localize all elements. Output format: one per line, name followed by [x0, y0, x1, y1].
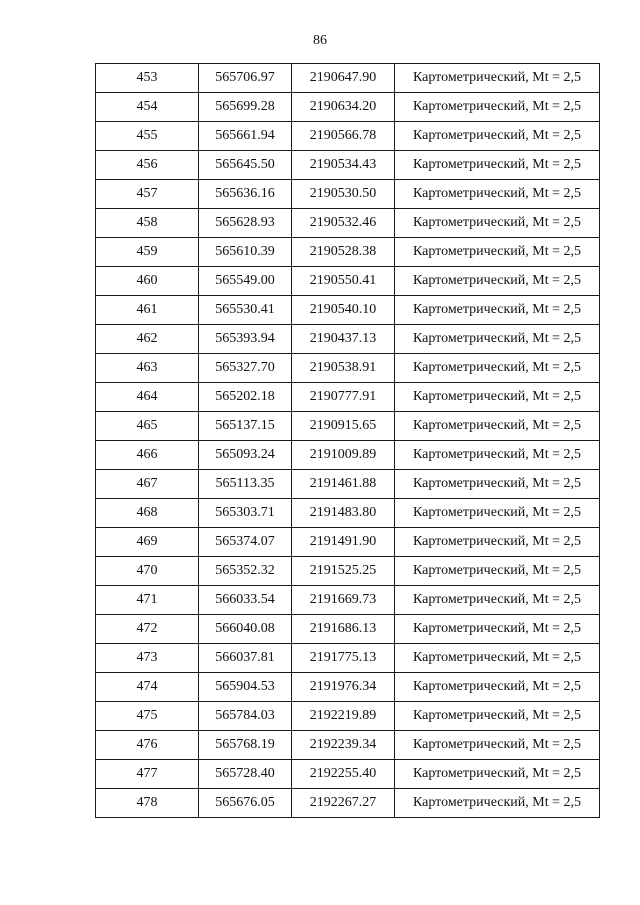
table-row: [96, 267, 600, 296]
method-cell: Картометрический, Mt = 2,5: [395, 238, 600, 267]
point-number-cell: 476: [96, 731, 199, 760]
table-row: [96, 354, 600, 383]
table-row: [96, 180, 600, 209]
y-coordinate-cell: 2190777.91: [292, 383, 395, 412]
table-row: [96, 528, 600, 557]
point-number-cell: 460: [96, 267, 199, 296]
table-row: [96, 644, 600, 673]
x-coordinate-cell: 565393.94: [199, 325, 292, 354]
coordinates-table-body: [96, 64, 600, 818]
table-row: [96, 702, 600, 731]
point-number-cell: 477: [96, 760, 199, 789]
x-coordinate-cell: 565374.07: [199, 528, 292, 557]
x-coordinate-cell: 566040.08: [199, 615, 292, 644]
coordinates-table: [95, 63, 600, 818]
y-coordinate-cell: 2190540.10: [292, 296, 395, 325]
y-coordinate-cell: 2190538.91: [292, 354, 395, 383]
method-cell: Картометрический, Mt = 2,5: [395, 296, 600, 325]
table-row: [96, 296, 600, 325]
x-coordinate-cell: 565549.00: [199, 267, 292, 296]
method-cell: Картометрический, Mt = 2,5: [395, 702, 600, 731]
table-row: [96, 470, 600, 499]
method-cell: Картометрический, Mt = 2,5: [395, 760, 600, 789]
table-row: [96, 441, 600, 470]
y-coordinate-cell: 2192219.89: [292, 702, 395, 731]
x-coordinate-cell: 565093.24: [199, 441, 292, 470]
table-row: [96, 673, 600, 702]
method-cell: Картометрический, Mt = 2,5: [395, 354, 600, 383]
table-row: [96, 557, 600, 586]
table-row: [96, 93, 600, 122]
point-number-cell: 469: [96, 528, 199, 557]
x-coordinate-cell: 565706.97: [199, 64, 292, 93]
point-number-cell: 461: [96, 296, 199, 325]
y-coordinate-cell: 2192239.34: [292, 731, 395, 760]
method-cell: Картометрический, Mt = 2,5: [395, 673, 600, 702]
table-row: [96, 615, 600, 644]
method-cell: Картометрический, Mt = 2,5: [395, 470, 600, 499]
y-coordinate-cell: 2192255.40: [292, 760, 395, 789]
point-number-cell: 462: [96, 325, 199, 354]
table-row: [96, 731, 600, 760]
x-coordinate-cell: 565661.94: [199, 122, 292, 151]
table-row: [96, 209, 600, 238]
point-number-cell: 472: [96, 615, 199, 644]
table-row: [96, 151, 600, 180]
y-coordinate-cell: 2191491.90: [292, 528, 395, 557]
y-coordinate-cell: 2191525.25: [292, 557, 395, 586]
point-number-cell: 464: [96, 383, 199, 412]
table-row: [96, 64, 600, 93]
y-coordinate-cell: 2192267.27: [292, 789, 395, 818]
point-number-cell: 475: [96, 702, 199, 731]
table-row: [96, 325, 600, 354]
y-coordinate-cell: 2190647.90: [292, 64, 395, 93]
method-cell: Картометрический, Mt = 2,5: [395, 209, 600, 238]
point-number-cell: 459: [96, 238, 199, 267]
y-coordinate-cell: 2191686.13: [292, 615, 395, 644]
x-coordinate-cell: 565628.93: [199, 209, 292, 238]
x-coordinate-cell: 565728.40: [199, 760, 292, 789]
table-row: [96, 760, 600, 789]
x-coordinate-cell: 566033.54: [199, 586, 292, 615]
point-number-cell: 467: [96, 470, 199, 499]
table-row: [96, 586, 600, 615]
point-number-cell: 453: [96, 64, 199, 93]
x-coordinate-cell: 565904.53: [199, 673, 292, 702]
method-cell: Картометрический, Mt = 2,5: [395, 644, 600, 673]
y-coordinate-cell: 2191483.80: [292, 499, 395, 528]
point-number-cell: 456: [96, 151, 199, 180]
point-number-cell: 468: [96, 499, 199, 528]
y-coordinate-cell: 2191976.34: [292, 673, 395, 702]
point-number-cell: 465: [96, 412, 199, 441]
x-coordinate-cell: 565610.39: [199, 238, 292, 267]
page-number: 86: [313, 33, 327, 48]
y-coordinate-cell: 2191461.88: [292, 470, 395, 499]
point-number-cell: 466: [96, 441, 199, 470]
x-coordinate-cell: 565327.70: [199, 354, 292, 383]
method-cell: Картометрический, Mt = 2,5: [395, 267, 600, 296]
table-row: [96, 412, 600, 441]
x-coordinate-cell: 566037.81: [199, 644, 292, 673]
y-coordinate-cell: 2191669.73: [292, 586, 395, 615]
x-coordinate-cell: 565352.32: [199, 557, 292, 586]
method-cell: Картометрический, Mt = 2,5: [395, 789, 600, 818]
y-coordinate-cell: 2190437.13: [292, 325, 395, 354]
table-row: [96, 789, 600, 818]
point-number-cell: 473: [96, 644, 199, 673]
method-cell: Картометрический, Mt = 2,5: [395, 122, 600, 151]
point-number-cell: 471: [96, 586, 199, 615]
point-number-cell: 470: [96, 557, 199, 586]
x-coordinate-cell: 565137.15: [199, 412, 292, 441]
y-coordinate-cell: 2190634.20: [292, 93, 395, 122]
method-cell: Картометрический, Mt = 2,5: [395, 93, 600, 122]
point-number-cell: 458: [96, 209, 199, 238]
x-coordinate-cell: 565645.50: [199, 151, 292, 180]
y-coordinate-cell: 2190532.46: [292, 209, 395, 238]
table-row: [96, 383, 600, 412]
method-cell: Картометрический, Mt = 2,5: [395, 412, 600, 441]
point-number-cell: 463: [96, 354, 199, 383]
method-cell: Картометрический, Mt = 2,5: [395, 383, 600, 412]
method-cell: Картометрический, Mt = 2,5: [395, 180, 600, 209]
method-cell: Картометрический, Mt = 2,5: [395, 586, 600, 615]
point-number-cell: 455: [96, 122, 199, 151]
method-cell: Картометрический, Mt = 2,5: [395, 557, 600, 586]
x-coordinate-cell: 565530.41: [199, 296, 292, 325]
method-cell: Картометрический, Mt = 2,5: [395, 528, 600, 557]
x-coordinate-cell: 565113.35: [199, 470, 292, 499]
y-coordinate-cell: 2190550.41: [292, 267, 395, 296]
table-row: [96, 238, 600, 267]
y-coordinate-cell: 2191775.13: [292, 644, 395, 673]
y-coordinate-cell: 2191009.89: [292, 441, 395, 470]
point-number-cell: 474: [96, 673, 199, 702]
method-cell: Картометрический, Mt = 2,5: [395, 64, 600, 93]
method-cell: Картометрический, Mt = 2,5: [395, 441, 600, 470]
y-coordinate-cell: 2190566.78: [292, 122, 395, 151]
point-number-cell: 454: [96, 93, 199, 122]
table-row: [96, 122, 600, 151]
method-cell: Картометрический, Mt = 2,5: [395, 499, 600, 528]
table-row: [96, 499, 600, 528]
x-coordinate-cell: 565768.19: [199, 731, 292, 760]
method-cell: Картометрический, Mt = 2,5: [395, 325, 600, 354]
x-coordinate-cell: 565202.18: [199, 383, 292, 412]
point-number-cell: 478: [96, 789, 199, 818]
x-coordinate-cell: 565784.03: [199, 702, 292, 731]
method-cell: Картометрический, Mt = 2,5: [395, 151, 600, 180]
method-cell: Картометрический, Mt = 2,5: [395, 731, 600, 760]
y-coordinate-cell: 2190915.65: [292, 412, 395, 441]
x-coordinate-cell: 565636.16: [199, 180, 292, 209]
y-coordinate-cell: 2190528.38: [292, 238, 395, 267]
x-coordinate-cell: 565699.28: [199, 93, 292, 122]
y-coordinate-cell: 2190534.43: [292, 151, 395, 180]
y-coordinate-cell: 2190530.50: [292, 180, 395, 209]
point-number-cell: 457: [96, 180, 199, 209]
x-coordinate-cell: 565676.05: [199, 789, 292, 818]
method-cell: Картометрический, Mt = 2,5: [395, 615, 600, 644]
x-coordinate-cell: 565303.71: [199, 499, 292, 528]
